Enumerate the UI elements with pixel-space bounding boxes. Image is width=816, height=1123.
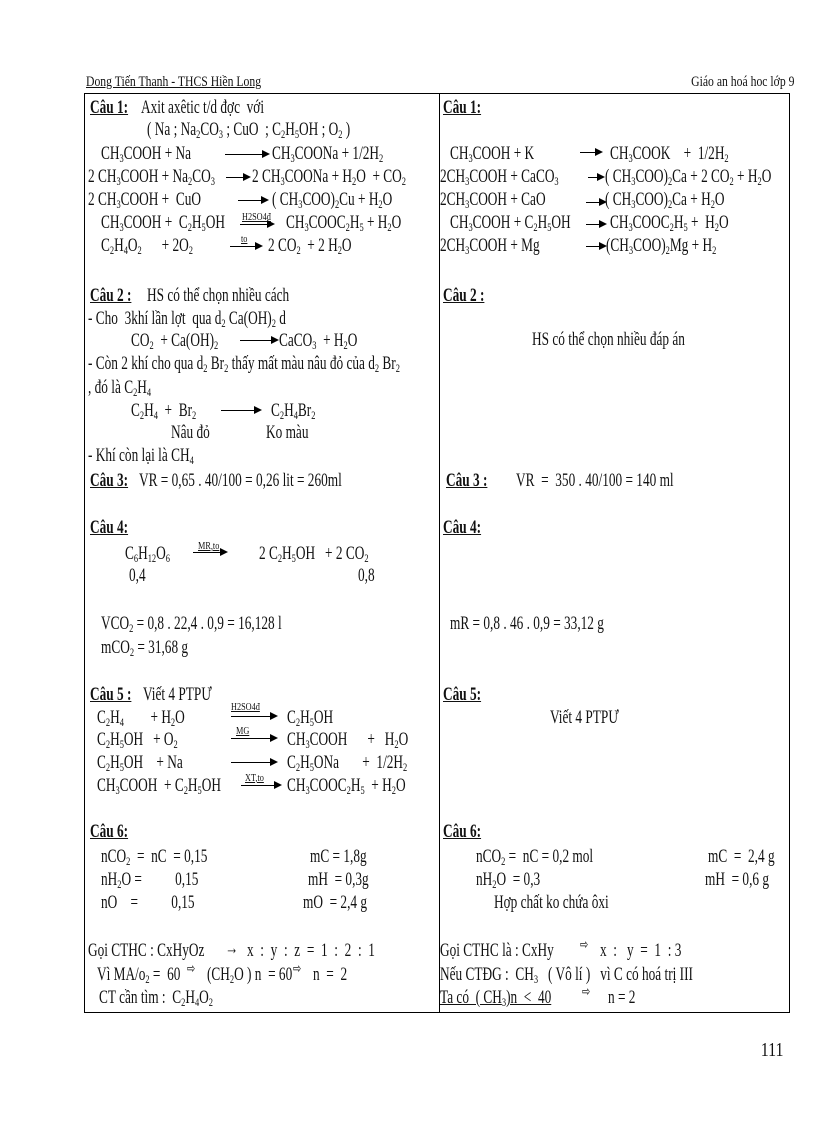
left-q5-eq4-lhs: $CH_3COOH + C_2H_5OH$ — [97, 775, 221, 797]
header-author: Dong Tiến Thanh - THCS Hiền Long — [86, 74, 262, 90]
left-q6-row2-lhs: $nH_2O$ = 0,15 — [101, 869, 199, 891]
left-q1-eq4-rhs: $CH_3COOC_2H_5 + H_2O$ — [286, 212, 402, 234]
left-q6-title: Câu 6: — [90, 821, 129, 842]
reaction-arrow — [231, 738, 275, 739]
right-q5-text: Viết 4 PTPƯ — [550, 707, 619, 728]
left-q5-eq4-condition: XT,to — [245, 772, 264, 784]
reaction-arrow — [226, 177, 248, 178]
left-q2-line3: - Còn 2 khí cho qua $d_2$ $Br_2$ thấy mất màu nâu đỏ của $d_2$ $Br_2$ — [88, 353, 400, 375]
left-q4-eq-lhs: $C_6H_{12}O_6$ — [125, 543, 170, 565]
left-q5-title: Câu 5 : — [90, 684, 132, 705]
right-q6-formula1-lhs: Gọi CTHC là : CxHy — [440, 940, 554, 961]
right-q6-row2-rhs: mH = 0,6 g — [705, 869, 770, 890]
implies-arrow-icon: ⇨ — [580, 938, 589, 953]
right-q1-eq2-rhs: ( $CH_3COO)_2Ca + 2$ $CO_2 + H_2O$ — [605, 166, 772, 188]
left-q4-title: Câu 4: — [90, 517, 129, 538]
reaction-arrow — [193, 552, 225, 553]
left-q6-row1-rhs: mC = 1,8g — [310, 846, 367, 867]
implies-icon: → — [225, 938, 239, 959]
implies-arrow-icon: ⇨ — [293, 962, 302, 977]
left-q6-formula2-mid: ($CH_2O$ ) n = 60 — [207, 964, 293, 986]
right-q1-eq5-rhs: $(CH_3COO)_2Mg + H_2$ — [606, 235, 717, 257]
answer-table — [84, 93, 790, 1013]
right-q6-row2-lhs: $nH_2O = 0,3$ — [476, 869, 541, 891]
left-q2-line7: - Khí còn lại là $CH_4$ — [88, 445, 194, 467]
left-q3-text: VR = 0,65 . 40/100 = 0,26 lit = 260ml — [139, 470, 342, 491]
left-q1-eq5-rhs: 2 $CO_2 + 2$ $H_2O$ — [268, 235, 352, 257]
left-q5-eq1-rhs: $C_2H_5OH$ — [287, 707, 334, 729]
right-q1-eq5-lhs: $2CH_3COOH + Mg$ — [440, 235, 540, 257]
right-q1-eq3-rhs: ( $CH_3COO)_2Ca + H_2O$ — [605, 189, 725, 211]
left-q1-eq4-lhs: $CH_3COOH + C_2H_5OH$ — [101, 212, 225, 234]
left-q5-eq2-lhs: $C_2H_5OH + O_2$ — [97, 729, 178, 751]
left-q1-title: Câu 1: — [90, 97, 129, 118]
left-q5-eq1-condition: H2SO4đ — [231, 701, 260, 713]
left-q6-row3-rhs: mO = 2,4 g — [303, 892, 368, 913]
reaction-arrow — [221, 410, 259, 411]
left-q3-title: Câu 3: — [90, 470, 129, 491]
left-q1-eq3-rhs: ( $CH_3COO)_2Cu + H_2O$ — [272, 189, 393, 211]
page-number: 111 — [761, 1039, 784, 1061]
right-q1-eq1-lhs: $CH_3COOH + K$ — [450, 143, 535, 165]
left-q2-line1: - Cho 3khí lần lợt qua $d_2$ $Ca(OH)_2$ d — [88, 308, 286, 330]
left-q2-line2-lhs: $CO_2 + Ca(OH)_2$ — [131, 330, 219, 352]
right-q4-text: mR = 0,8 . 46 . 0,9 = 33,12 g — [450, 613, 604, 634]
right-q1-title: Câu 1: — [443, 97, 482, 118]
left-q4-mol-right: 0,8 — [358, 565, 375, 586]
left-q5-eq2-rhs: $CH_3COOH$ + $H_2O$ — [287, 729, 409, 751]
left-q1-intro: Axit axêtic t/d đợc với — [141, 97, 265, 118]
implies-arrow-icon: ⇨ — [187, 962, 196, 977]
right-q6-row1-rhs: mC = 2,4 g — [708, 846, 775, 867]
reaction-arrow — [586, 202, 604, 203]
header-title: Giáo an hoá hoc lớp 9 — [690, 74, 794, 90]
right-q6-formula3-lhs: Ta có ( $CH_3)n < 40$ — [440, 987, 552, 1009]
reaction-arrow — [238, 200, 266, 201]
left-q4-eq-condition: MR,to — [198, 540, 220, 552]
reaction-arrow — [231, 762, 275, 763]
left-q1-eq2-rhs: 2 $CH_3COONa + H_2O + CO_2$ — [252, 166, 406, 188]
right-q1-eq1-rhs: $CH_3COOK$ + $1/2H_2$ — [610, 143, 729, 165]
left-column — [85, 94, 439, 1012]
reaction-arrow — [230, 246, 260, 247]
left-q5-eq2-condition: MG — [236, 725, 250, 737]
left-q6-formula2-lhs: Vì $MA/o_2 = 60$ — [97, 964, 181, 986]
left-q5-eq3-lhs: $C_2H_5OH$ + Na — [97, 752, 183, 774]
left-q2-line5-rhs: $C_2H_4Br_2$ — [271, 400, 316, 422]
right-q1-eq3-lhs: $2CH_3COOH$ + CaO — [440, 189, 546, 211]
left-q2-line5-lhs: $C_2H_4 + Br_2$ — [131, 400, 197, 422]
left-q2-line6-rhs: Ko màu — [266, 422, 309, 443]
reaction-arrow — [241, 785, 279, 786]
left-q4-result1: $VCO_2 = 0,8$ . 22,4 . 0,9 = 16,128 l — [101, 613, 282, 635]
right-q2-title: Câu 2 : — [443, 285, 485, 306]
left-q2-line4: , đó là $C_2H_4$ — [88, 377, 152, 399]
left-q2-line2-rhs: CaCO$_3$ + $H_2O$ — [279, 330, 358, 352]
right-column — [440, 94, 790, 1012]
right-q3-title: Câu 3 : — [446, 470, 488, 491]
left-q2-title: Câu 2 : — [90, 285, 132, 306]
right-q1-eq4-rhs: $CH_3COOC_2H_5 + H_2O$ — [610, 212, 729, 234]
right-q4-title: Câu 4: — [443, 517, 482, 538]
reaction-arrow — [586, 224, 604, 225]
reaction-arrow — [231, 716, 275, 717]
right-q5-title: Câu 5: — [443, 684, 482, 705]
left-q5-intro: Viết 4 PTPƯ — [143, 684, 212, 705]
right-q6-formula2: Nếu CTĐG : $CH_3$ ( Vô lí ) vì C có hoá trị III — [440, 964, 693, 986]
reaction-arrow — [240, 224, 272, 225]
right-q1-eq4-lhs: $CH_3COOH + C_2H_5OH$ — [450, 212, 571, 234]
reaction-arrow — [586, 246, 604, 247]
left-q6-result: CT cần tìm : $C_2H_4O_2$ — [99, 987, 213, 1009]
left-q1-eq2-lhs: 2 $CH_3COOH + Na_2CO_3$ — [88, 166, 215, 188]
left-q5-eq3-rhs: $C_2H_5ONa$ + $1/2H_2$ — [287, 752, 408, 774]
right-q6-formula3-rhs: n = 2 — [608, 987, 636, 1008]
reaction-arrow — [588, 177, 602, 178]
left-q4-eq-rhs: 2 $C_2H_5OH + 2$ $CO_2$ — [259, 543, 369, 565]
left-q1-eq5-condition: to — [241, 233, 248, 245]
left-q6-row1-lhs: nCO$_2$ = nC = 0,15 — [101, 846, 208, 868]
implies-arrow-icon: ⇨ — [582, 985, 591, 1000]
right-q2-text: HS có thể chọn nhiều đáp án — [532, 329, 685, 350]
left-q6-formula2-rhs: n = 2 — [313, 964, 348, 985]
left-q4-mol-left: 0,4 — [129, 565, 146, 586]
left-q4-result2: mCO$_2$ = 31,68 g — [101, 637, 189, 659]
left-q1-eq3-lhs: 2 $CH_3COOH$ + CuO — [88, 189, 201, 211]
left-q1-eq1-rhs: $CH_3COONa + 1/2H_2$ — [272, 143, 384, 165]
left-q5-eq1-lhs: $C_2H_4$ + $H_2O$ — [97, 707, 185, 729]
right-q6-note: Hợp chất ko chứa ôxi — [494, 892, 609, 913]
right-q3-text: VR = 350 . 40/100 = 140 ml — [516, 470, 674, 491]
right-q6-title: Câu 6: — [443, 821, 482, 842]
reaction-arrow — [240, 340, 276, 341]
left-q1-list: ( Na ; $Na_2CO_3$ ; CuO ; $C_2H_5OH$ ; $O_2$ ) — [147, 119, 351, 141]
left-q6-formula1-rhs: x : y : z = 1 : 2 : 1 — [247, 940, 375, 961]
left-q6-row3-lhs: nO = 0,15 — [101, 892, 195, 913]
left-q2-intro: HS có thể chọn nhiều cách — [147, 285, 290, 306]
right-q6-formula1-rhs: x : y = 1 : 3 — [600, 940, 682, 961]
reaction-arrow — [225, 154, 267, 155]
left-q1-eq1-lhs: $CH_3COOH + Na$ — [101, 143, 192, 165]
right-q1-eq2-lhs: $2CH_3COOH$ + CaCO$_3$ — [440, 166, 559, 188]
left-q5-eq4-rhs: $CH_3COOC_2H_5 + H_2O$ — [287, 775, 406, 797]
left-q1-eq4-condition: H2SO4đ — [242, 211, 271, 223]
left-q6-formula1-lhs: Gọi CTHC : CxHyOz — [88, 940, 205, 961]
left-q2-line6-lhs: Nâu đỏ — [171, 422, 210, 443]
reaction-arrow — [580, 152, 600, 153]
left-q6-row2-rhs: mH = 0,3g — [308, 869, 369, 890]
left-q1-eq5-lhs: $C_2H_4O_2$ + $2O_2$ — [101, 235, 193, 257]
right-q6-row1-lhs: nCO$_2$ = nC = 0,2 mol — [476, 846, 594, 868]
